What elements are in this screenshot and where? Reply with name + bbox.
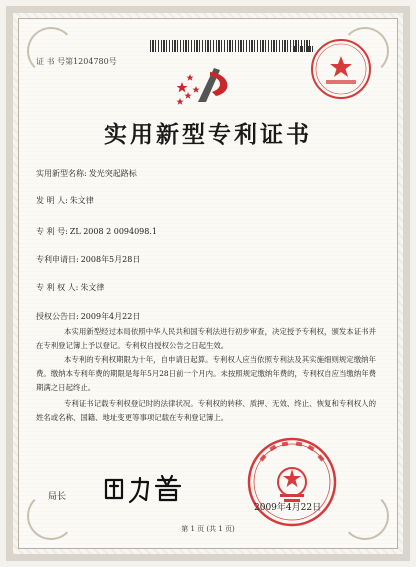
patent-office-logo-icon <box>172 62 242 108</box>
field-inventor <box>36 195 94 206</box>
barcode <box>150 40 310 52</box>
issue-date: 2009年4月22日 <box>254 503 322 513</box>
top-right-seal-icon <box>310 38 372 100</box>
bottom-right-seal-icon <box>246 436 338 528</box>
certificate-title: 实用新型专利证书 <box>104 121 312 148</box>
field-patentee <box>36 282 104 293</box>
field-label: 专 利 权 人: <box>36 283 79 292</box>
field-label: 授权公告日: <box>36 312 79 321</box>
certificate-number: 证 书 号第1204780号 <box>36 57 117 66</box>
page-footer: 第 1 页 (共 1 页) <box>181 525 235 533</box>
field-patent-number <box>36 226 157 237</box>
field-label: 专利申请日: <box>36 255 79 264</box>
field-value: ZL 2008 2 0094098.1 <box>69 227 157 236</box>
field-utility-model-name <box>36 168 137 179</box>
body-paragraph: 本实用新型经过本局依照中华人民共和国专利法进行初步审查，决定授予专利权，颁发本证书并在专利登记簿上予以登记。专利权自授权公告之日起生效。 <box>36 327 376 350</box>
field-value: 朱文律 <box>69 196 94 205</box>
field-label: 发 明 人: <box>36 196 68 205</box>
field-value: 2008年5月28日 <box>80 255 141 264</box>
director-label: 局长 <box>48 492 67 502</box>
director-signature-icon <box>96 470 196 506</box>
field-grant-date <box>36 311 140 322</box>
field-value: 发光突起路标 <box>88 169 137 178</box>
field-label: 专 利 号: <box>36 227 68 236</box>
body-paragraph: 专利证书记载专利权登记时的法律状况。专利权的转移、质押、无效、终止、恢复和专利权人的姓名或名称、国籍、地址变更等事项记载在专利登记簿上。 <box>36 399 376 422</box>
field-application-date <box>36 254 140 265</box>
field-value: 朱文律 <box>80 283 105 292</box>
field-value: 2009年4月22日 <box>80 312 141 321</box>
body-paragraph: 本专利的专利权期限为十年，自申请日起算。专利权人应当依照专利法及其实施细则规定缴纳年费。缴纳本专利年费的期限是每年5月28日前一个月内。未按照规定缴纳年费的，专利权自应当缴纳年费期满之日起终止。 <box>36 355 376 392</box>
field-label: 实用新型名称: <box>36 169 87 178</box>
corner-ornament <box>27 27 75 75</box>
